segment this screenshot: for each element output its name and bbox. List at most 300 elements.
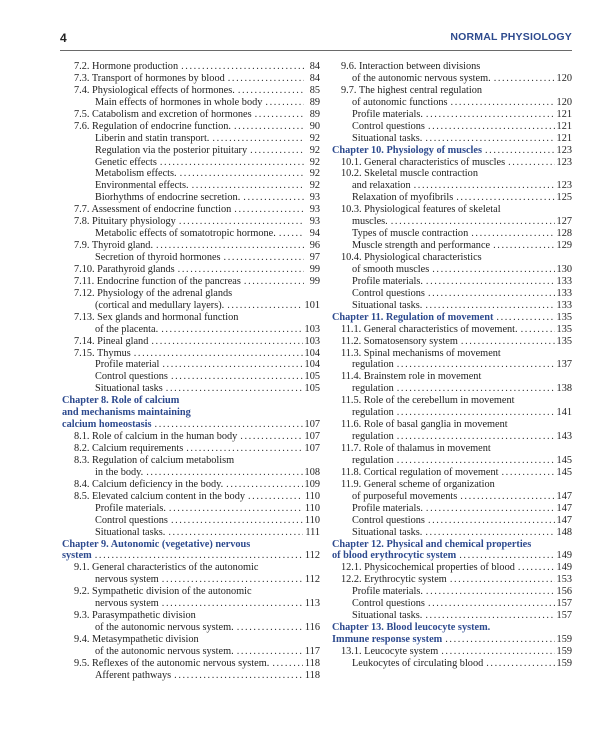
- toc-entry: [332, 455, 572, 467]
- dot-leader: [160, 157, 304, 169]
- dot-leader: [425, 300, 554, 312]
- toc-entry-title: Chapter 9. Autonomic (vegetative) nervous: [62, 538, 251, 550]
- dot-leader: [459, 550, 554, 562]
- toc-chapter-heading: [62, 395, 320, 407]
- toc-page-number: 84: [309, 61, 320, 72]
- toc-page-number: 96: [309, 240, 320, 252]
- toc-entry-title: Afferent pathways: [95, 669, 172, 681]
- toc-page-number: 93: [309, 216, 320, 228]
- toc-entry-title: Control questions: [352, 598, 425, 610]
- toc-entry-title: Types of muscle contraction: [352, 228, 469, 240]
- toc-entry: [332, 157, 572, 169]
- dot-leader: [151, 336, 302, 348]
- toc-page-number: 112: [304, 550, 320, 562]
- toc-entry: [62, 276, 320, 288]
- toc-entry-title: of the autonomic nervous system.: [95, 622, 234, 634]
- toc-page-number: 105: [304, 371, 320, 383]
- dot-leader: [162, 359, 302, 371]
- toc-entry-title: 8.2. Calcium requirements: [74, 443, 184, 454]
- toc-page-number: 156: [556, 586, 572, 598]
- toc-page-number: 107: [304, 431, 320, 443]
- dot-leader: [240, 431, 302, 443]
- dot-leader: [501, 467, 554, 479]
- toc-entry: [332, 574, 572, 586]
- toc-page-number: 117: [304, 645, 320, 657]
- dot-leader: [279, 228, 304, 240]
- toc-page-number: 153: [556, 574, 572, 586]
- toc-entry: [62, 288, 320, 300]
- dot-leader: [428, 288, 555, 300]
- toc-entry-title: Biorhythms of endocrine secretion.: [95, 192, 241, 204]
- toc-entry: [332, 562, 572, 574]
- dot-leader: [95, 550, 303, 562]
- dot-leader: [426, 586, 555, 598]
- toc-entry-title: 9.3. Parasympathetic division: [74, 610, 196, 622]
- toc-page-number: 92: [309, 132, 320, 144]
- dot-leader: [181, 61, 304, 73]
- toc-entry: [332, 491, 572, 503]
- dot-leader: [180, 168, 304, 180]
- toc-entry: [62, 73, 320, 85]
- toc-chapter-heading: [332, 312, 572, 324]
- toc-chapter-heading: [332, 634, 572, 646]
- toc-entry-title: 7.15. Thymus: [74, 347, 131, 359]
- toc-entry-title: (cortical and medullary layers).: [95, 299, 225, 311]
- toc-entry-title: nervous system: [95, 598, 159, 610]
- toc-entry: [62, 562, 320, 574]
- toc-entry: [332, 204, 572, 216]
- toc-entry: [332, 240, 572, 252]
- toc-entry-title: Secretion of thyroid hormones: [95, 252, 221, 263]
- dot-leader: [243, 192, 304, 204]
- toc-entry-title: 7.10. Parathyroid glands: [74, 263, 175, 275]
- toc-entry: [62, 336, 320, 348]
- dot-leader: [391, 216, 555, 228]
- dot-leader: [265, 97, 304, 109]
- toc-entry-title: 7.4. Physiological effects of hormones.: [74, 84, 235, 96]
- toc-entry-title: regulation: [352, 359, 394, 371]
- toc-entry-title: Situational tasks.: [352, 299, 423, 311]
- dot-leader: [456, 192, 554, 204]
- toc-page-number: 120: [556, 96, 572, 108]
- toc-entry: [332, 300, 572, 312]
- toc-entry-title: Situational tasks.: [352, 610, 423, 622]
- toc-page-number: 145: [556, 454, 572, 466]
- toc-entry-title: of smooth muscles: [352, 263, 430, 275]
- toc-entry: [62, 527, 320, 539]
- toc-entry: [62, 574, 320, 586]
- toc-entry-title: 10.4. Physiological characteristics: [341, 252, 482, 263]
- toc-page-number: 123: [556, 144, 572, 156]
- dot-leader: [212, 133, 304, 145]
- toc-entry: [332, 431, 572, 443]
- toc-entry: [332, 467, 572, 479]
- dot-leader: [162, 574, 303, 586]
- toc-chapter-heading: [332, 145, 572, 157]
- toc-page-number: 92: [309, 168, 320, 180]
- toc-entry: [62, 359, 320, 371]
- toc-entry-title: in the body.: [95, 466, 144, 478]
- toc-entry-title: nervous system: [95, 574, 159, 586]
- toc-entry: [62, 240, 320, 252]
- dot-leader: [450, 574, 555, 586]
- toc-entry: [332, 216, 572, 228]
- dot-leader: [224, 252, 304, 264]
- toc-entry-title: 11.6. Role of basal ganglia in movement: [341, 419, 508, 431]
- toc-entry-title: regulation: [352, 454, 394, 466]
- dot-leader: [244, 276, 304, 288]
- running-title: NORMAL PHYSIOLOGY: [450, 31, 572, 43]
- toc-entry: [332, 527, 572, 539]
- toc-entry-title: 11.9. General scheme of organization: [341, 478, 495, 490]
- toc-entry: [62, 109, 320, 121]
- toc-entry: [332, 133, 572, 145]
- toc-page-number: 104: [304, 347, 320, 359]
- toc-entry: [332, 479, 572, 491]
- toc-page-number: 103: [304, 335, 320, 347]
- toc-entry: [62, 455, 320, 467]
- dot-leader: [397, 455, 555, 467]
- dot-leader: [186, 443, 302, 455]
- toc-entry: [62, 610, 320, 622]
- toc-entry-title: Chapter 8. Role of calcium: [62, 395, 180, 407]
- dot-leader: [227, 300, 302, 312]
- toc-entry-title: of the placenta.: [95, 323, 159, 335]
- toc-entry: [332, 598, 572, 610]
- toc-entry-title: Profile materials.: [352, 502, 423, 514]
- toc-entry-title: 7.3. Transport of hormones by blood: [74, 72, 225, 84]
- dot-leader: [426, 109, 555, 121]
- dot-leader: [426, 276, 555, 288]
- toc-chapter-heading: [332, 539, 572, 551]
- toc-entry: [62, 264, 320, 276]
- toc-entry-title: 8.1. Role of calcium in the human body: [74, 431, 238, 443]
- toc-entry: [332, 371, 572, 383]
- toc-entry: [62, 646, 320, 658]
- toc-entry: [332, 228, 572, 240]
- dot-leader: [166, 383, 303, 395]
- toc-entry-title: Control questions: [352, 514, 425, 526]
- toc-entry-title: Leukocytes of circulating blood: [352, 657, 484, 669]
- toc-entry: [62, 228, 320, 240]
- toc-page-number: 159: [556, 645, 572, 657]
- toc-chapter-heading: [62, 539, 320, 551]
- toc-page-number: 129: [556, 240, 572, 252]
- toc-page-number: 105: [304, 383, 320, 395]
- toc-page-number: 89: [309, 96, 320, 108]
- toc-page-number: 92: [309, 144, 320, 156]
- toc-entry-title: 13.1. Leucocyte system: [341, 645, 439, 657]
- toc-chapter-heading: [332, 622, 572, 634]
- dot-leader: [171, 371, 303, 383]
- toc-entry: [332, 586, 572, 598]
- toc-entry-title: Situational tasks.: [352, 132, 423, 144]
- dot-leader: [428, 515, 555, 527]
- toc-entry-title: 11.3. Spinal mechanisms of movement: [341, 347, 501, 359]
- toc-entry: [62, 97, 320, 109]
- toc-entry: [332, 610, 572, 622]
- toc-page-number: 113: [304, 598, 320, 610]
- toc-page-number: 110: [304, 490, 320, 502]
- toc-page-number: 141: [556, 407, 572, 419]
- toc-entry-title: 11.1. General characteristics of movement.: [341, 323, 518, 335]
- toc-entry: [332, 503, 572, 515]
- dot-leader: [428, 121, 555, 133]
- toc-page-number: 92: [309, 180, 320, 192]
- dot-leader: [168, 527, 303, 539]
- toc-page-number: 157: [556, 598, 572, 610]
- toc-entry-title: 7.5. Catabolism and excretion of hormones: [74, 108, 252, 120]
- toc-page-number: 110: [304, 514, 320, 526]
- toc-entry: [332, 383, 572, 395]
- toc-entry: [332, 97, 572, 109]
- dot-leader: [496, 312, 554, 324]
- toc-page-number: 147: [556, 502, 572, 514]
- toc-entry-title: regulation: [352, 383, 394, 395]
- toc-entry-title: of purposeful movements: [352, 490, 458, 502]
- toc-entry-title: system: [62, 550, 92, 562]
- toc-entry-title: 11.4. Brainstem role in movement: [341, 371, 482, 383]
- toc-page-number: 97: [309, 252, 320, 263]
- toc-page-number: 133: [556, 299, 572, 311]
- toc-page-number: 133: [556, 287, 572, 299]
- toc-entry-title: Genetic effects: [95, 156, 157, 168]
- dot-leader: [255, 109, 304, 121]
- toc-entry: [62, 192, 320, 204]
- toc-page-number: 135: [556, 323, 572, 335]
- toc-page-number: 104: [304, 359, 320, 371]
- toc-entry: [62, 300, 320, 312]
- toc-entry-title: 9.7. The highest central regulation: [341, 84, 483, 96]
- dot-leader: [178, 264, 304, 276]
- toc-page-number: 99: [309, 263, 320, 275]
- dot-leader: [494, 73, 555, 85]
- dot-leader: [471, 228, 554, 240]
- dot-leader: [461, 336, 555, 348]
- toc-entry: [332, 395, 572, 407]
- toc-entry-title: Chapter 13. Blood leucocyte system.: [332, 622, 491, 634]
- toc-entry-title: Profile material: [95, 359, 160, 371]
- toc-entry: [62, 121, 320, 133]
- toc-entry-title: Control questions: [95, 371, 168, 383]
- toc-entry-title: Muscle strength and performance: [352, 240, 491, 252]
- toc-page-number: 112: [304, 574, 320, 586]
- toc-entry: [332, 359, 572, 371]
- toc-entry: [62, 216, 320, 228]
- page-number: 4: [60, 31, 67, 45]
- dot-leader: [228, 73, 304, 85]
- toc-entry-title: Chapter 11. Regulation of movement: [332, 311, 494, 323]
- dot-leader: [169, 503, 303, 515]
- toc-entry-title: Situational tasks.: [352, 526, 423, 538]
- toc-entry: [332, 109, 572, 121]
- toc-entry: [332, 73, 572, 85]
- toc-entry-title: of autonomic functions: [352, 96, 448, 108]
- toc-entry-title: 7.13. Sex glands and hormonal function: [74, 311, 239, 323]
- dot-leader: [272, 658, 303, 670]
- toc-entry: [332, 180, 572, 192]
- dot-leader: [521, 324, 555, 336]
- toc-page-number: 135: [556, 335, 572, 347]
- toc-page-number: 133: [556, 275, 572, 287]
- dot-leader: [174, 670, 303, 682]
- dot-leader: [161, 324, 302, 336]
- toc-entry-title: 7.7. Assessment of endocrine function: [74, 204, 232, 216]
- dot-leader: [156, 240, 304, 252]
- toc-entry-title: of blood erythrocytic system: [332, 550, 457, 562]
- dot-leader: [179, 216, 304, 228]
- toc-chapter-heading: [62, 550, 320, 562]
- toc-entry-title: muscles.: [352, 216, 388, 228]
- toc-entry: [62, 515, 320, 527]
- toc-entry-title: 11.2. Somatosensory system: [341, 335, 458, 347]
- toc-entry: [332, 61, 572, 73]
- toc-entry: [332, 348, 572, 360]
- dot-leader: [238, 85, 304, 97]
- toc-page-number: 110: [304, 502, 320, 514]
- toc-entry: [332, 336, 572, 348]
- toc-entry-title: Chapter 10. Physiology of muscles: [332, 144, 482, 156]
- toc-entry: [62, 634, 320, 646]
- toc-entry-title: 9.6. Interaction between divisions: [341, 61, 481, 72]
- toc-page-number: 135: [556, 311, 572, 323]
- toc-entry-title: Control questions: [352, 120, 425, 132]
- toc-entry-title: 10.3. Physiological features of skeletal: [341, 204, 501, 216]
- dot-leader: [445, 634, 554, 646]
- toc-entry-title: 7.14. Pineal gland: [74, 335, 149, 347]
- toc-page-number: 127: [556, 216, 572, 228]
- toc-page-number: 147: [556, 514, 572, 526]
- toc-entry: [332, 168, 572, 180]
- toc-right-column: [332, 61, 572, 670]
- toc-entry: [62, 479, 320, 491]
- dot-leader: [146, 467, 302, 479]
- dot-leader: [426, 503, 555, 515]
- toc-entry-title: and relaxation: [352, 180, 411, 192]
- toc-page-number: 93: [309, 192, 320, 204]
- toc-entry-title: 9.4. Metasympathetic division: [74, 634, 199, 645]
- toc-entry-title: Control questions: [352, 287, 425, 299]
- toc-entry: [62, 204, 320, 216]
- toc-entry-title: Profile materials.: [352, 586, 423, 598]
- dot-leader: [460, 491, 554, 503]
- toc-entry: [332, 419, 572, 431]
- toc-entry-title: 11.5. Role of the cerebellum in movement: [341, 395, 515, 407]
- toc-entry-title: Chapter 12. Physical and chemical properties: [332, 538, 532, 550]
- toc-entry: [62, 85, 320, 97]
- toc-page-number: 121: [556, 108, 572, 120]
- toc-entry-title: Liberin and statin transport.: [95, 132, 210, 144]
- toc-page-number: 85: [309, 84, 320, 96]
- toc-entry-title: Environmental effects.: [95, 180, 189, 192]
- toc-entry: [62, 443, 320, 455]
- page-header: [60, 30, 572, 52]
- toc-entry: [332, 192, 572, 204]
- toc-page-number: 101: [304, 299, 320, 311]
- dot-leader: [171, 515, 303, 527]
- toc-entry: [62, 312, 320, 324]
- toc-entry-title: 9.1. General characteristics of the autonomic: [74, 562, 259, 574]
- toc-page-number: 128: [556, 228, 572, 240]
- toc-entry-title: 7.6. Regulation of endocrine function.: [74, 120, 231, 132]
- toc-entry: [62, 658, 320, 670]
- dot-leader: [518, 562, 555, 574]
- toc-entry-title: 12.1. Physicochemical properties of blood: [341, 562, 515, 574]
- dot-leader: [397, 431, 555, 443]
- dot-leader: [248, 491, 303, 503]
- toc-entry: [62, 622, 320, 634]
- toc-page-number: 159: [556, 657, 572, 669]
- toc-left-column: [62, 61, 320, 682]
- toc-entry-title: Control questions: [95, 514, 168, 526]
- toc-entry-title: calcium homeostasis: [62, 419, 152, 431]
- toc-entry-title: 7.2. Hormone production: [74, 61, 179, 72]
- toc-entry-title: regulation: [352, 431, 394, 443]
- toc-entry-title: regulation: [352, 407, 394, 419]
- dot-leader: [234, 121, 304, 133]
- toc-page-number: 92: [309, 156, 320, 168]
- toc-entry: [62, 491, 320, 503]
- toc-page-number: 145: [556, 466, 572, 478]
- toc-entry: [62, 371, 320, 383]
- toc-entry-title: 11.7. Role of thalamus in movement: [341, 443, 491, 454]
- toc-chapter-heading: [332, 550, 572, 562]
- dot-leader: [425, 527, 554, 539]
- toc-page-number: 123: [556, 156, 572, 168]
- toc-entry-title: Metabolism effects.: [95, 168, 177, 180]
- toc-entry-title: 11.8. Cortical regulation of movement: [341, 466, 499, 478]
- toc-entry-title: Regulation via the posterior pituitary: [95, 144, 248, 156]
- toc-page-number: 93: [309, 204, 320, 216]
- toc-entry-title: Profile materials.: [352, 108, 423, 120]
- dot-leader: [162, 598, 303, 610]
- toc-page-number: 148: [556, 526, 572, 538]
- toc-page-number: 125: [556, 192, 572, 204]
- toc-entry-title: Relaxation of myofibrils: [352, 192, 454, 204]
- toc-page-number: 143: [556, 431, 572, 443]
- dot-leader: [134, 348, 303, 360]
- toc-page-number: 103: [304, 323, 320, 335]
- toc-entry: [62, 598, 320, 610]
- toc-entry: [332, 515, 572, 527]
- toc-page-number: 109: [304, 478, 320, 490]
- toc-entry: [62, 61, 320, 73]
- toc-entry-title: 9.2. Sympathetic division of the autonomic: [74, 586, 252, 598]
- toc-page-number: 157: [556, 610, 572, 622]
- toc-entry: [62, 348, 320, 360]
- dot-leader: [425, 133, 554, 145]
- toc-page-number: 107: [304, 443, 320, 454]
- toc-page-number: 118: [304, 657, 320, 669]
- toc-page-number: 108: [304, 466, 320, 478]
- dot-leader: [237, 646, 303, 658]
- toc-entry: [62, 586, 320, 598]
- toc-entry-title: Profile materials.: [95, 502, 166, 514]
- dot-leader: [414, 180, 555, 192]
- dot-leader: [237, 622, 303, 634]
- toc-entry-title: Immune response system: [332, 634, 443, 645]
- toc-page-number: 149: [556, 562, 572, 574]
- toc-page-number: 118: [304, 669, 320, 681]
- dot-leader: [441, 646, 554, 658]
- toc-entry-title: 7.8. Pituitary physiology: [74, 216, 176, 228]
- toc-entry: [332, 276, 572, 288]
- toc-page-number: 116: [304, 622, 320, 634]
- toc-page-number: 159: [556, 634, 572, 645]
- toc-entry-title: 7.9. Thyroid gland.: [74, 240, 154, 252]
- toc-entry: [62, 324, 320, 336]
- dot-leader: [485, 145, 555, 157]
